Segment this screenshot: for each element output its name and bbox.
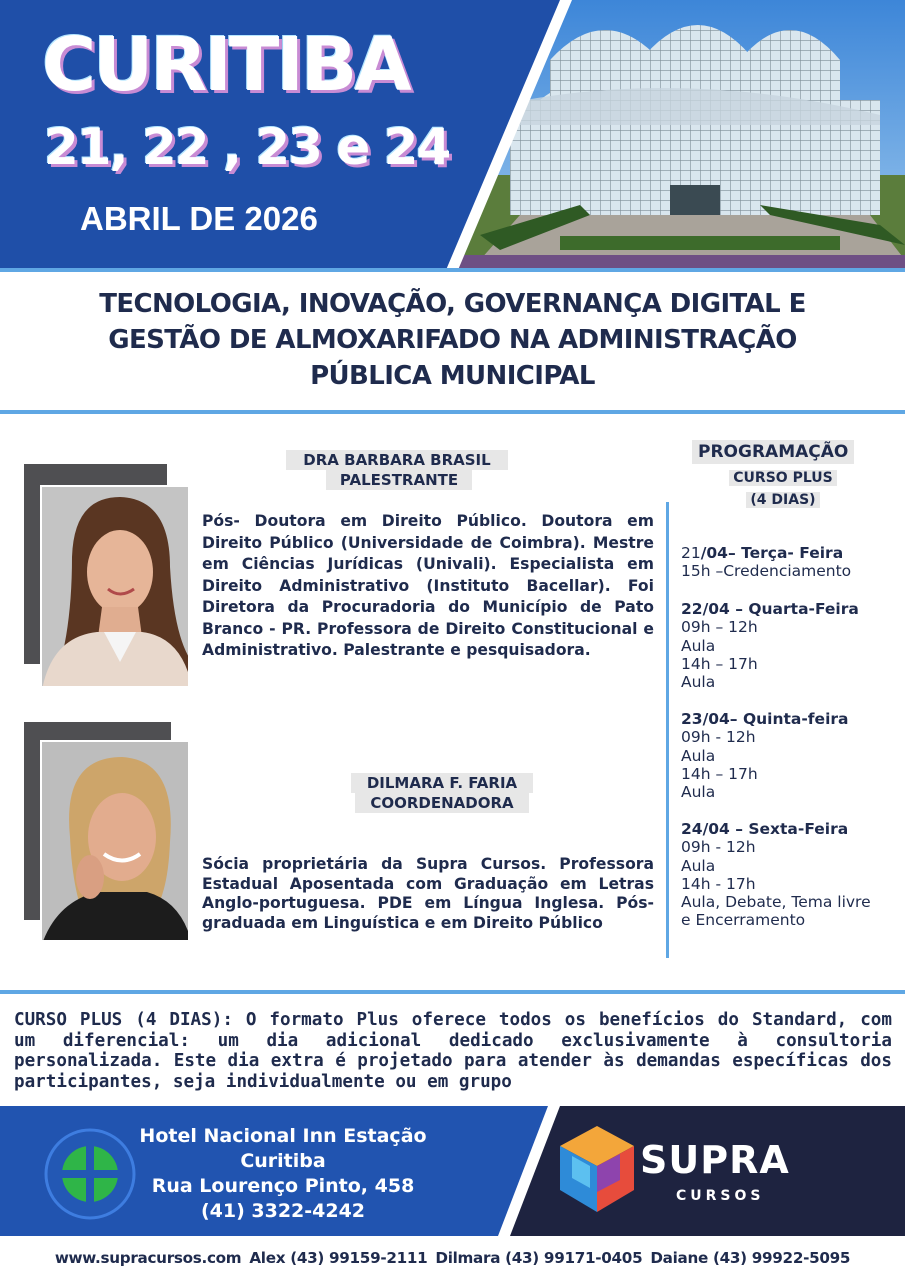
program-day-line: Aula, Debate, Tema livre [681,893,871,912]
venue-name: Hotel Nacional Inn Estação [139,1125,427,1147]
divider-top [0,268,905,272]
venue-phone: (41) 3322-4242 [200,1200,366,1222]
program-subtitle-text: CURSO PLUS [729,470,836,486]
program-title: PROGRAMAÇÃO [692,440,854,464]
brand-subtitle: CURSOS [676,1188,765,1204]
divider-plus [0,990,905,994]
person-avatar-icon [42,487,190,688]
program-duration-text: (4 DIAS) [746,492,819,508]
program-day-header: 22/04 – Quarta-Feira [681,600,859,618]
brand-name: SUPRA [640,1138,790,1182]
venue-address: Rua Lourenço Pinto, 458 [151,1175,415,1197]
supra-cube-logo-icon [560,1126,634,1212]
speaker-role: COORDENADORA [355,793,529,813]
program-day [681,544,901,581]
program-day [681,710,901,801]
program-day-line: Aula [681,746,716,765]
program-day-line: 09h – 12h [681,618,758,637]
speaker-name: DILMARA F. FARIA [351,773,533,793]
speaker-photo-barbara [40,485,190,688]
program-duration [690,489,876,511]
program-day-number: 21 [681,544,701,562]
speaker-role: PALESTRANTE [326,470,472,490]
speaker-bio: Pós- Doutora em Direito Público. Doutora em Direito Público (Universidade de Coimbra). Mestre em Ciências Jurídicas (Univali). Especialista em Direito Administrativo (Instituto Bacellar). Foi Diretora da Procuradoria do Município de Pato Branco - PR. Professora de Direito Constitucional e Administrativo. Palestrante e pesquisadora. [202,512,654,659]
speaker-name: DRA BARBARA BRASIL [286,450,508,470]
program-day [681,600,901,691]
contact-bar [0,1236,905,1280]
program-day-header [681,544,901,562]
course-title [0,286,905,394]
program-day-line: 14h – 17h [681,654,758,673]
event-month: ABRIL DE 2026 [80,200,318,237]
program-day-line: Aula [681,673,716,692]
website-link[interactable]: www.supracursos.com [54,1249,242,1267]
curso-plus-description: CURSO PLUS (4 DIAS): O formato Plus oferece todos os benefícios do Standard, com um diferencial: um dia adicional dedicado exclusivamente à consultoria personalizada. Este dia extra é projetado para atender às demandas específicas dos participantes, seja individualmente ou em grupo [14,1010,892,1092]
program-day-line: 09h - 12h [681,728,756,747]
contact-phone[interactable]: Daiane (43) 99922-5095 [650,1249,851,1267]
event-dates: 21, 22 , 23 e 24 [44,118,450,176]
header-banner [0,0,905,270]
program-divider [666,502,669,958]
course-title-line: TECNOLOGIA, INOVAÇÃO, GOVERNANÇA DIGITAL E [99,289,806,319]
venue-info [118,1124,448,1224]
course-title-line: PÚBLICA MUNICIPAL [310,361,595,391]
footer-banner [0,1106,905,1236]
program-day-header: 24/04 – Sexta-Feira [681,820,849,838]
program-day-label: /04– Terça- Feira [700,544,844,562]
program-day-line: e Encerramento [681,911,806,930]
venue-city: Curitiba [240,1150,326,1172]
program-day-line: 14h - 17h [681,874,756,893]
program-day-line: 15h –Credenciamento [681,562,852,581]
person-avatar-icon [42,742,190,942]
program-day-header: 23/04– Quinta-feira [681,710,849,728]
city-title: CURITIBA [42,22,409,108]
speaker-photo-dilmara [40,740,190,942]
program-day-line: Aula [681,856,716,875]
program-day-line: Aula [681,636,716,655]
program-subtitle [690,467,876,489]
program-day [681,820,901,930]
program-day-line: 14h – 17h [681,764,758,783]
divider-title [0,410,905,414]
program-day-line: Aula [681,783,716,802]
course-title-line: GESTÃO DE ALMOXARIFADO NA ADMINISTRAÇÃO [108,325,797,355]
program-day-line: 09h - 12h [681,838,756,857]
contact-phone[interactable]: Alex (43) 99159-2111 [249,1249,428,1267]
contact-phone[interactable]: Dilmara (43) 99171-0405 [435,1249,643,1267]
speaker-bio: Sócia proprietária da Supra Cursos. Professora Estadual Aposentada com Graduação em Letras Anglo-portuguesa. PDE em Língua Inglesa. Pós-graduada em Linguística e em Direito Público [202,855,654,932]
